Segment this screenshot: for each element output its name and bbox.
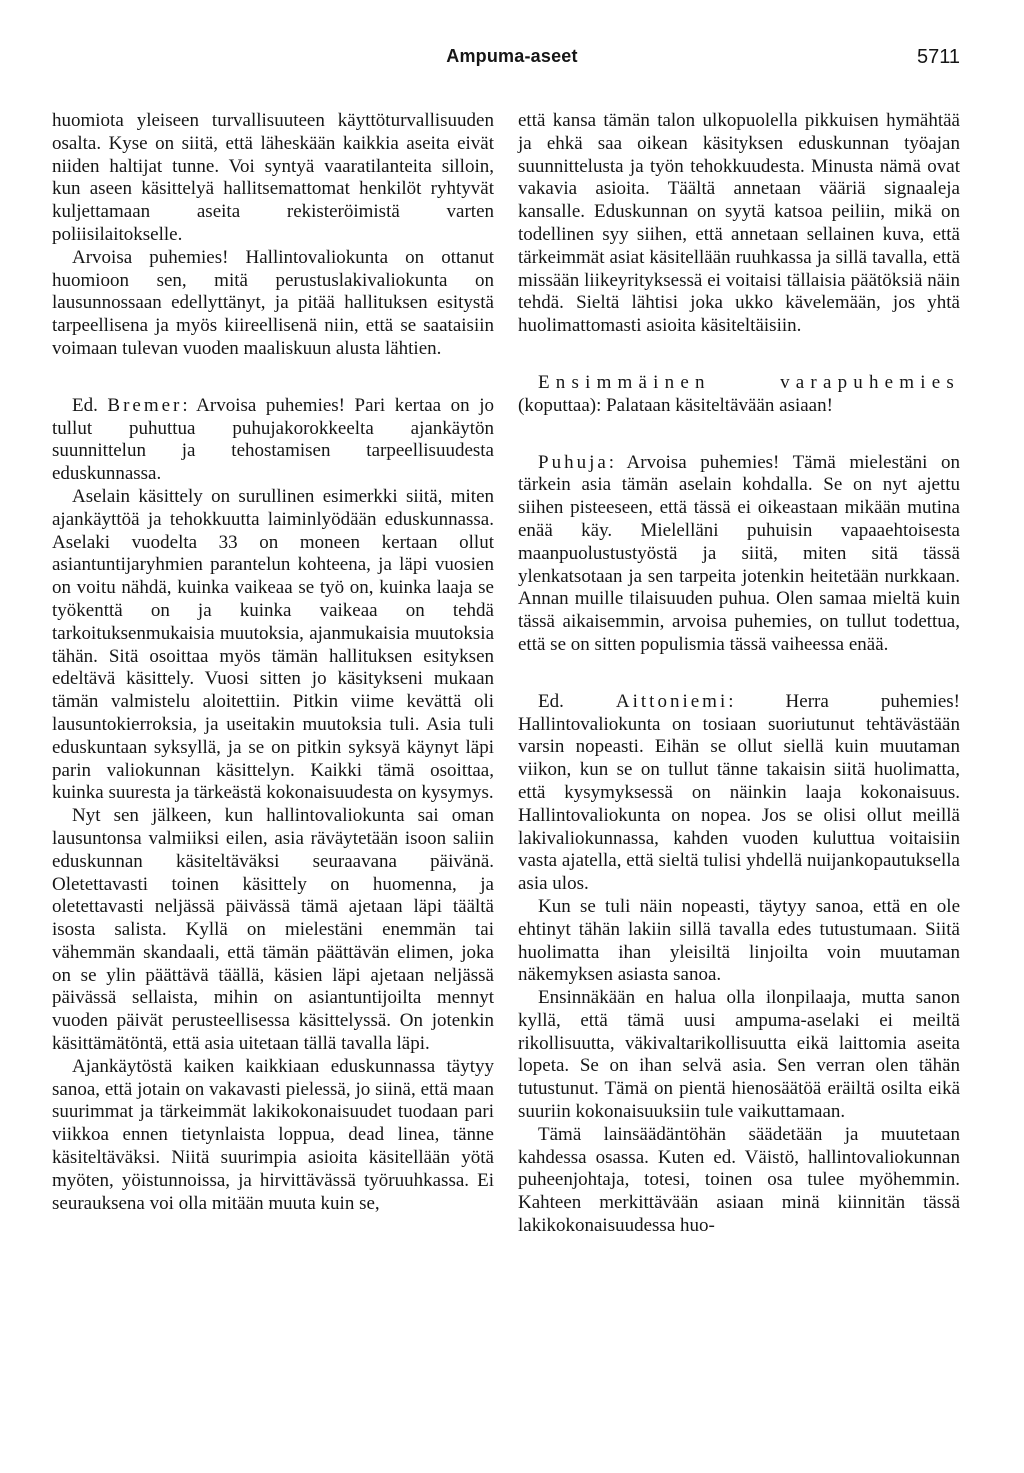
speaker-prefix: Ed.: [72, 394, 98, 416]
page-number: 5711: [916, 46, 960, 68]
paragraph: Kun se tuli näin nopeasti, täytyy sanoa, että en ole ehtinyt tähän lakiin sillä tavalla edes tutustumaan. Siitä huolimatta ihan yleisiltä linjoilta voin muutaman näkemyksen asiasta sanoa.: [518, 895, 960, 986]
right-column: [518, 110, 960, 1238]
speaker-name: Bremer: [107, 394, 183, 416]
speaker-name: Puhuja: [538, 451, 609, 473]
paragraph: Ajankäytöstä kaiken kaikkiaan eduskunnassa täytyy sanoa, että jotain on vakavasti pielessä, jo siinä, että maan suurimmat ja tärkeimmät lakikokonaisuudet tuodaan pari viikkoa ennen tietynlaista loppua, dead linea, tänne käsiteltäväksi. Niitä suurimpia asioita käsitellään yötä myöten, yöistunnoissa, ja hirvittävässä työruuhkassa. Ei seurauksena voi olla mitään muuta kuin se,: [52, 1055, 494, 1214]
speaker-name: Aittoniemi: [615, 690, 729, 712]
speech-text: : Arvoisa puhemies! Tämä mielestäni on tärkein asia tämän aselain kohdalla. Se on nyt ajettu siihen pisteeseen, että tässä ei oikeastaan mikään mutina enää käy. Mielelläni puhuisin vapaaehtoisesta maanpuolustustyöstä ja siitä, miten sitä tässä ylenkatsotaan ja sen tarpeita jotenkin heitetään nurkkaan. Annan muille tilaisuuden puhua. Olen samaa mieltä kuin tässä aikaisemmin, arvoisa puhemies, on tullut todettua, että se on sitten populismia tässä vaiheessa enää.: [518, 451, 960, 655]
left-column: [52, 110, 494, 1215]
paragraph: Ensinnäkään en halua olla ilonpilaaja, mutta sanon kyllä, että tämä uusi ampuma-aselaki ei meiltä rikollisuutta, väkivaltarikollisuutta eikä laittomia aseita lopeta. Se on ihan selvä asia. Sen verran olen tähän tutustunut. Tämä on pientä hienosäätöä eräiltä osilta eikä suuriin kokonaisuuksiin tule vaikuttamaan.: [518, 987, 960, 1123]
paragraph: Nyt sen jälkeen, kun hallintovaliokunta sai oman lausuntonsa valmiiksi eilen, asia räväytetään isoon saliin eduskunnan käsiteltäväksi seuraavana päivänä. Oletettavasti toinen käsittely on huomenna, ja oletettavasti neljässä päivässä tämä ajetaan läpi täältä isosta salista. Kyllä on mielestäni enemmän tai vähemmän skandaali, että tämän päättävän elimen, joka on se ylin päättävä täällä, käsien läpi ajetaan neljässä päivässä sellaista, mihin on asiantuntijoilta mennyt vuoden päivät perusteellisessa käsittelyssä. On jotenkin käsittämätöntä, että asia uitetaan tällä tavalla läpi.: [52, 805, 494, 1055]
speech-text: : Arvoisa puhemies! Pari kertaa on jo tullut puhuttua puhujakorokkeelta ajankäytön suunnittelun ja tehostamisen tarpeellisuudesta eduskunnassa.: [52, 394, 494, 485]
running-title: Ampuma-aseet: [446, 46, 578, 66]
speech-opening: [52, 395, 494, 486]
speaker-prefix: Ed.: [538, 690, 564, 712]
speech-opening: [518, 452, 960, 657]
paragraph: että kansa tämän talon ulkopuolella pikkuisen hymähtää ja ehkä saa oikean käsityksen eduskunnan työajan suunnittelusta ja työn tehokkuudesta. Minusta nämä ovat vakavia asioita. Täältä annetaan vääriä signaaleja kansalle. Eduskunnan on syytä katsoa peiliin, mikä on todellinen syy siihen, että annetaan sellainen kuva, että tärkeimmät asiat käsitellään ruuhkassa ja sillä tavalla, että missään liikeyrityksessä ei voitaisi tällaisia päätöksiä näin tehdä. Sieltä lähtisi joka ukko kävelemään, jos yhtä huolimattomasti asioita käsiteltäisiin.: [518, 110, 960, 337]
speech-opening: [518, 372, 960, 418]
paragraph: Arvoisa puhemies! Hallintovaliokunta on ottanut huomioon sen, mitä perustuslakivaliokunta on lausunnossaan edellyttänyt, ja pitää hallituksen esitystä tarpeellisena ja myös kiireellisenä niin, että se saataisiin voimaan tulevan vuoden maaliskuun alusta lähtien.: [52, 246, 494, 359]
speaker-name: Ensimmäinen varapuhemies: [538, 371, 960, 393]
speech-opening: [518, 691, 960, 896]
speech-text: : Herra puhemies! Hallintovaliokunta on tosiaan suoriutunut tehtävästään varsin nopeasti. Eihän se ollut siellä kuin muutaman viikon, kun se on tullut tänne takaisin siitä huolimatta, että kysymyksessä on näinkin laaja kokonaisuus. Hallintovaliokunta on nopea. Jos se olisi ollut meillä lakivaliokunnassa, kahden vuoden kuluttua voitaisiin vasta ajatella, että sieltä tulisi yhdellä nuijankopautuksella asia ulos.: [518, 690, 960, 895]
speech-text: (koputtaa): Palataan käsiteltävään asiaan!: [518, 394, 833, 416]
paragraph: huomiota yleiseen turvallisuuteen käyttöturvallisuuden osalta. Kyse on siitä, että läheskään kaikkia aseita eivät niiden haltijat tunne. Voi syntyä vaaratilanteita silloin, kun aseen käsittelyä hallitsemattomat henkilöt ryhtyvät kuljettamaan aseita rekisteröimistä varten poliisilaitokselle.: [52, 110, 494, 245]
paragraph: Tämä lainsäädäntöhän säädetään ja muutetaan kahdessa osassa. Kuten ed. Väistö, hallintovaliokunnan puheenjohtaja, totesi, toinen osa tulee myöhemmin. Kahteen merkittävään asiaan minä kiinnitän tässä lakikokonaisuudessa huo-: [518, 1123, 960, 1237]
paragraph: Aselain käsittely on surullinen esimerkki siitä, miten ajankäyttöä ja tehokkuutta laiminlyödään eduskunnassa. Aselaki vuodelta 33 on moneen kertaan ollut asiantuntijaryhmien parantelun kohteena, ja läpi vuosien on voitu nähdä, kuinka vaikeaa se työ on, kuinka laaja se työkenttä on ja kuinka vaikeaa on tehdä tarkoituksenmukaisia muutoksia, ajanmukaisia muutoksia tähän. Sitä osoittaa myös tämän hallituksen esityksen edeltävä käsittely. Vuosi sitten jo käsitykseni mukaan tämän valmistelu aloitettiin. Pitkin viime kevättä oli lausuntokierroksia, ja useitakin muutoksia tuli. Asia tuli eduskuntaan syksyllä, ja se on pitkin syksyä käynyt läpi parin valiokunnan käsittelyn. Kaikki tämä osoittaa, kuinka suuresta ja tärkeästä kokonaisuudesta on kysymys.: [52, 485, 494, 804]
